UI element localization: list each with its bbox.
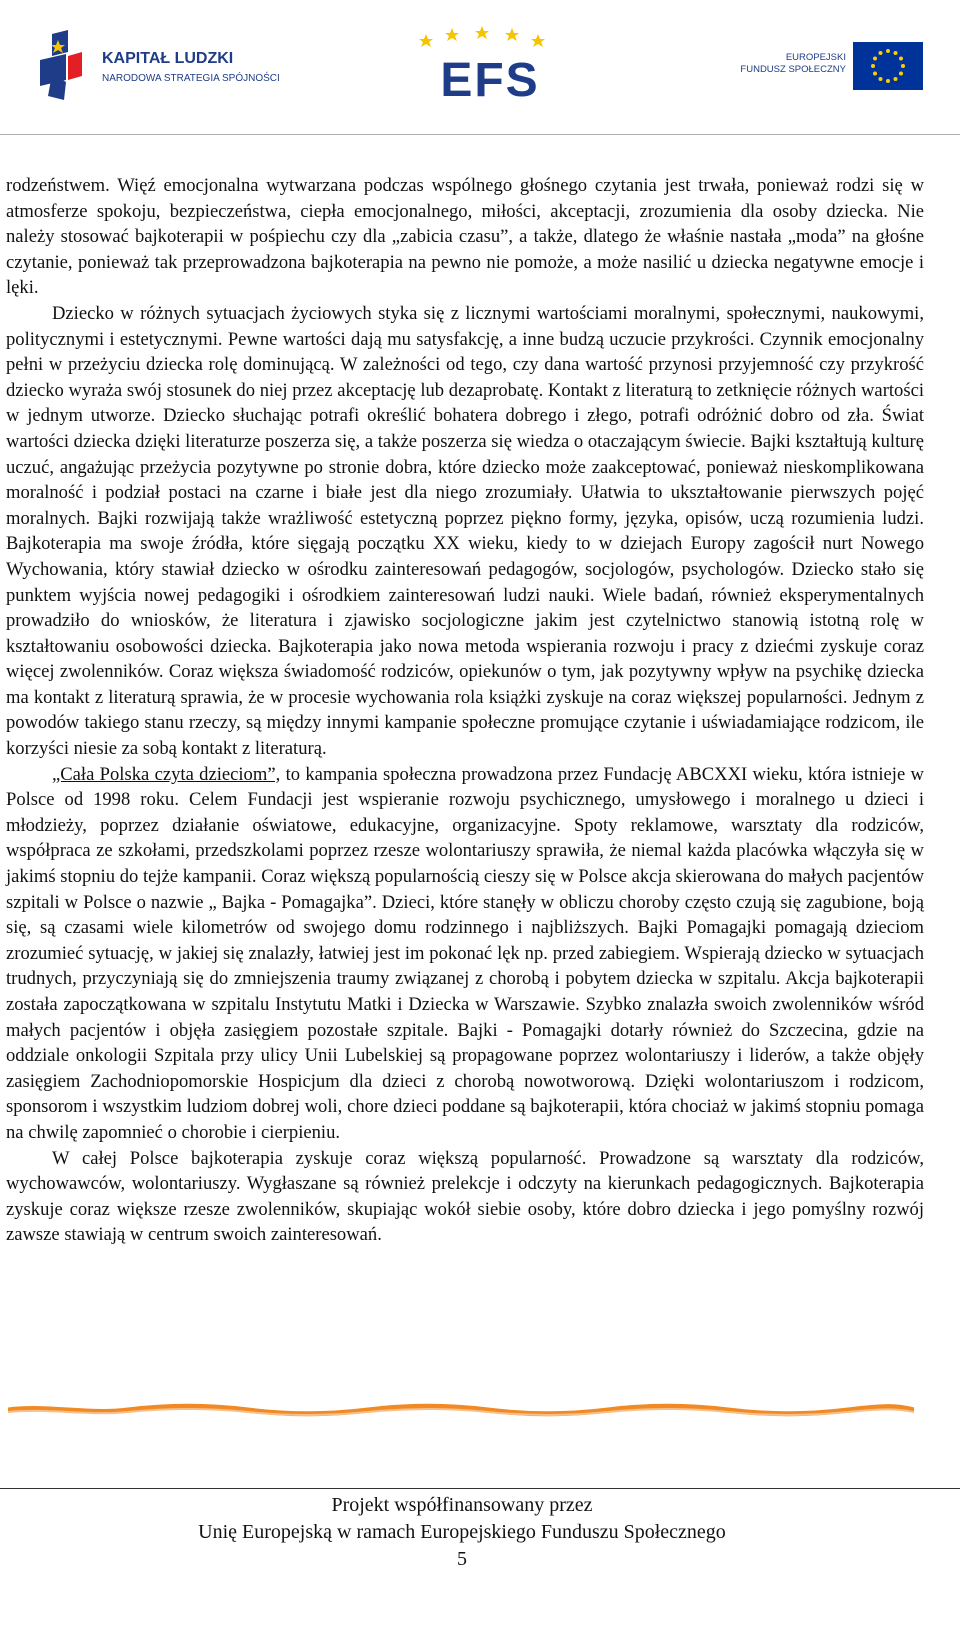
eu-line-1: EUROPEJSKI xyxy=(785,52,846,63)
paragraph-2: Dziecko w różnych sytuacjach życiowych styka się z licznymi wartościami moralnymi, społecznymi, naukowymi, politycznymi i estetycznymi. Pewne wartości dają mu satysfakcję, a inne budzą uczucie przykrości. Czynnik emocjonalny pełni w przeżyciu dziecka rolę dominującą. W zależności od tego, czy dana wartość przynosi przyjemność czy przykrość dziecko wyraża swój stosunek do niej przez akceptację lub dezaprobatę. Kontakt z literaturą to zetknięcie różnych wartości w jednym utworze. Dziecko słuchając potrafi określić bohatera dobrego i złego, potrafi odróżnić dobro od zła. Świat wartości dziecka dzięki literaturze poszerza się, a także poszerza się wiedza o otaczającym świecie. Bajki kształtują kulturę uczuć, angażując przeżycia pozytywne po stronie dobra, które dziecko może zaakceptować, ponieważ nieskomplikowana moralność i podział postaci na czarne i białe jest dla niego zrozumiały. Ułatwia to ukształtowanie pierwszych pojęć moralnych. Bajki rozwijają także wrażliwość estetyczną poprzez piękno formy, języka, opisów, uczą rozumienia ludzi. Bajkoterapia ma swoje źródła, które sięgają początku XX wieku, kiedy to w dziejach Europy zagościł nurt Nowego Wychowania, który stawiał dziecko w ośrodku zainteresowań pedagogów, socjologów, psychologów. Dziecko stało się punktem wyjścia nowej pedagogiki i ośrodkiem zainteresowań ludzi nauki. Wiele badań, również eksperymentalnych prowadziło do wniosków, że literatura i zjawisko socjologiczne jakim jest czytelnictwo stanowią istotną rolę w kształtowaniu osobowości dziecka. Bajkoterapia jako nowa metoda wspierania rozwoju i pracy z dziećmi zyskuje coraz więcej zwolenników. Coraz większa świadomość rodziców, opiekunów o tym, jak pozytywny wpływ na psychikę dziecka ma kontakt z literaturą sprawia, że w procesie wychowania rola książki zyskuje na coraz większej popularności. Jednym z powodów takiego stanu rzeczy, są między innymi kampanie społeczne promujące czytanie i uświadamiające rodzicom, ile korzyści niesie za sobą kontakt z literaturą. xyxy=(6,302,924,760)
kapital-ludzki-logo xyxy=(38,30,278,110)
page-footer xyxy=(0,1492,924,1573)
paragraph-4: W całej Polsce bajkoterapia zyskuje coraz większą popularność. Prowadzone są warsztaty dla rodziców, wychowawców, wolontariuszy. Wygłaszane są również prelekcje i odczyty na kierunkach pedagogicznych. Bajkoterapia zyskuje coraz większe rzesze zwolenników, skupiając wokół siebie osoby, które dobro dziecka i jego pomyślny rozwój zawsze stawiają w centrum swoich zainteresowań. xyxy=(6,1147,924,1246)
efs-stars-icon xyxy=(410,26,570,106)
ornament-divider-icon xyxy=(8,1403,914,1417)
page-header xyxy=(0,0,960,135)
paragraph-3-text: to kampania społeczna prowadzona przez Fundację ABCXXI wieku, która istnieje w Polsce od 1998 roku. Celem Fundacji jest wspieranie rozwoju psychicznego, umysłowego i moralnego u dzieci i młodzieży, poprzez działanie oświatowe, edukacyjne, organizacyjne. Spoty reklamowe, warsztaty dla rodziców, współpraca ze szkołami, przedszkolami poprzez rzesze wolontariuszy sprawiła, że niemal każda placówka włączyła się w jakimś stopniu do tejże kampanii. Coraz większą popularnością cieszy się w Polsce akcja skierowana do małych pacjentów szpitali w Polsce o nazwie „ Bajka - Pomagajka”. Dzieci, które stanęły w obliczu choroby często czują się zagubione, boją się, są czasami wiele kilometrów od swojego domu rodzinnego i najbliższych. Bajki Pomagajki pomagają dzieciom zrozumieć sytuację, w jakiej się znalazły, łatwiej jest im pokonać lęk np. przed zabiegiem. Wspierają dziecko w sytuacjach trudnych, przyczyniają się do zmniejszenia traumy związanej z chorobą i pobytem dziecka w szpitalu. Akcja bajkoterapii została zapoczątkowana w szpitalu Instytutu Matki i Dziecka w Warszawie. Szybko znalazła swoich zwolenników wśród małych pacjentów i objęła zasięgiem pozostałe szpitale. Bajki - Pomagajki dotarły również do Szczecina, gdzie na oddziale onkologii Szpitala przy ulicy Unii Lubelskiej są propagowane poprzez wolontariuszy i liderów, a także objęły zasięgiem Zachodniopomorskie Hospicjum dla dzieci z chorobą nowotworową. Dzięki wolontariuszom i rodzicom, sponsorom i wszystkim ludziom dobrej woli, chore dzieci poddane są bajkoterapii, która chociaż w jakimś stopniu pomaga na chwilę zapomnieć o chorobie i cierpieniu. xyxy=(6,763,924,1143)
eu-fund-logo xyxy=(738,42,928,98)
efs-letters: EFS xyxy=(440,54,540,106)
paragraph-1: rodzeństwem. Więź emocjonalna wytwarzana podczas wspólnego głośnego czytania jest trwała, ponieważ rodzi się w atmosferze spokoju, bezpieczeństwa, ciepła emocjonalnego, miłości, akceptacji, zrozumienia dla osoby dziecka. Nie należy stosować bajkoterapii w pośpiechu czy dla „zabicia czasu”, a także, dlatego że właśnie nastała „moda” na głośne czytanie, ponieważ tak przeprowadzona bajkoterapia na pewno nie pomoże, a może nasilić u dziecka negatywne emocje i lęki. xyxy=(6,175,924,299)
kapital-ludzki-subtitle: NARODOWA STRATEGIA SPÓJNOŚCI xyxy=(102,73,280,84)
paragraph-3 xyxy=(6,762,924,1146)
footer-line-2: Unię Europejską w ramach Europejskiego Funduszu Społecznego xyxy=(198,1521,726,1543)
eu-fund-text xyxy=(738,52,846,76)
document-body xyxy=(6,173,924,1248)
eu-line-2: FUNDUSZ SPOŁECZNY xyxy=(740,64,846,75)
eu-flag-icon xyxy=(853,42,923,90)
kapital-ludzki-title: KAPITAŁ LUDZKI xyxy=(102,50,234,67)
footer-divider xyxy=(0,1488,960,1489)
header-divider xyxy=(0,134,960,135)
campaign-name: „Cała Polska czyta dzieciom”, xyxy=(52,763,281,785)
kapital-ludzki-emblem-icon xyxy=(38,30,98,100)
footer-line-1: Projekt współfinansowany przez xyxy=(331,1494,593,1516)
efs-logo xyxy=(410,26,570,106)
page-number: 5 xyxy=(457,1548,467,1570)
